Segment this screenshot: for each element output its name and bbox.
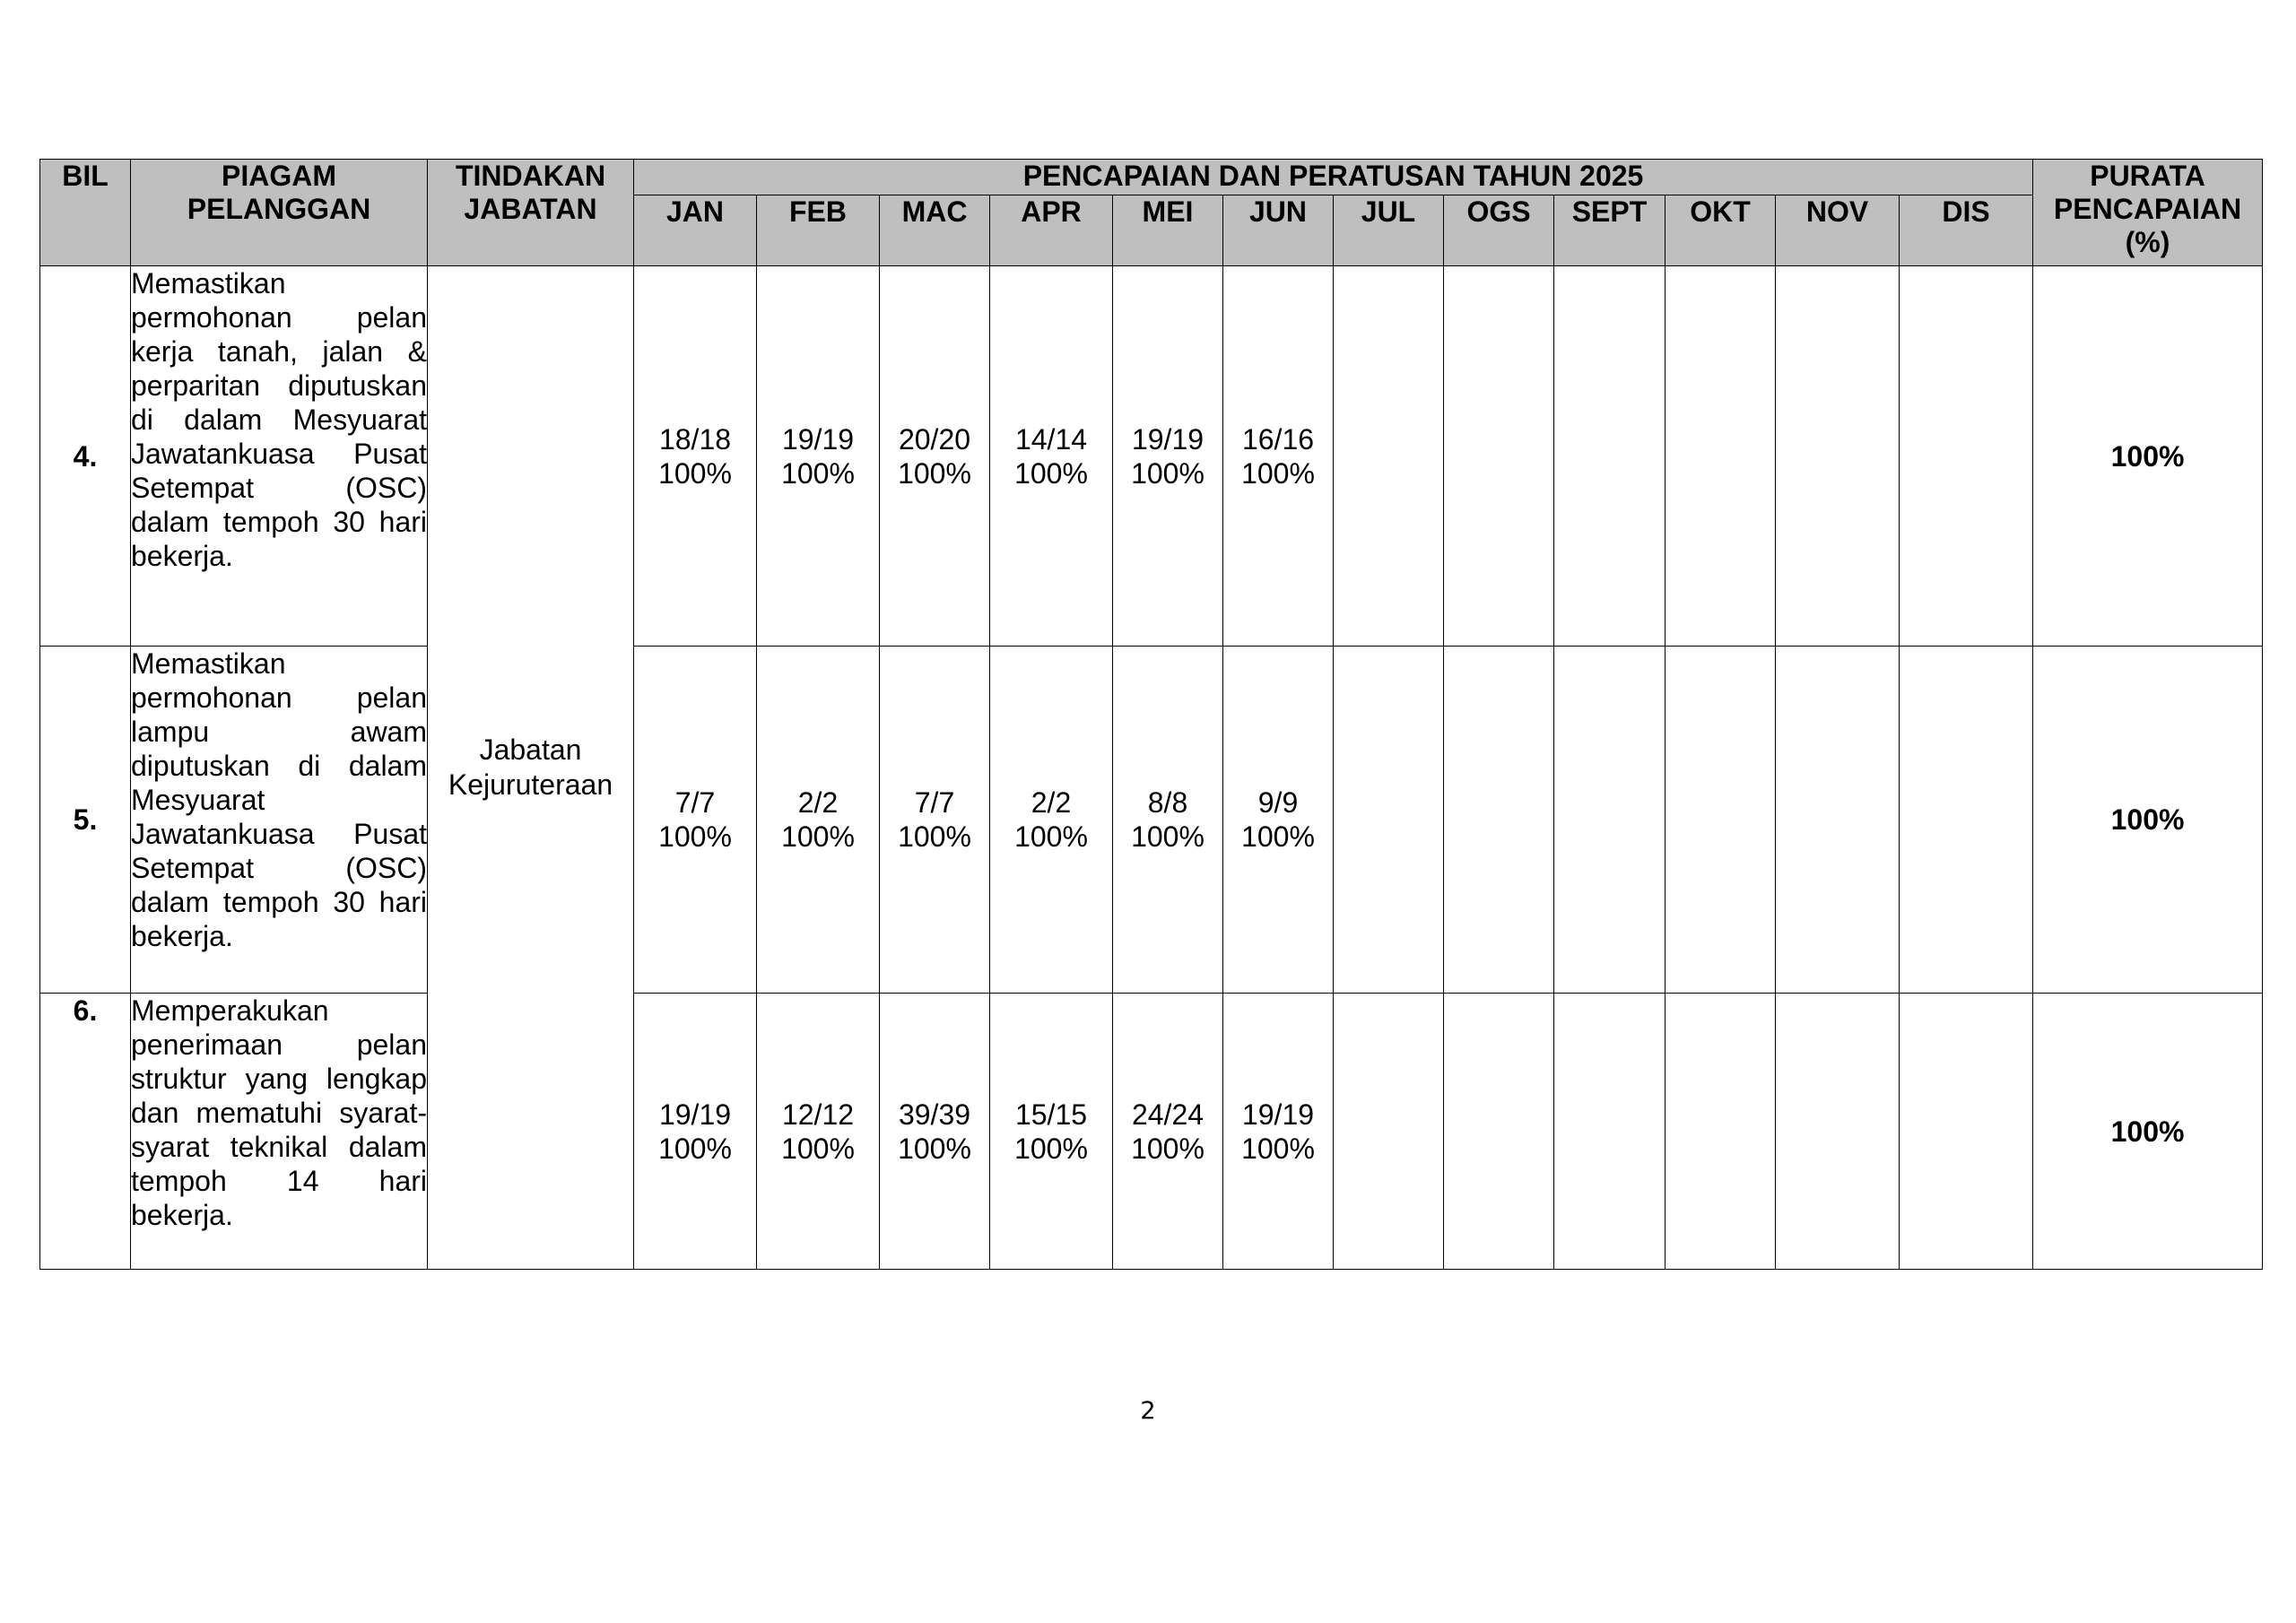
month-percentage: 100% (1131, 1132, 1205, 1165)
month-count: 39/39 (898, 1098, 971, 1131)
month-value-cell (990, 994, 1113, 1270)
month-count: 15/15 (1014, 1098, 1088, 1131)
month-value-cell (990, 266, 1113, 647)
month-count: 16/16 (1241, 422, 1315, 456)
department-cell: Jabatan Kejuruteraan (428, 266, 634, 1270)
month-value-cell (634, 266, 757, 647)
month-percentage: 100% (1241, 456, 1315, 490)
month-value-cell (1444, 266, 1554, 647)
header-month-nov: NOV (1776, 195, 1900, 266)
month-count: 2/2 (1031, 786, 1072, 819)
month-value-cell (1334, 994, 1444, 1270)
month-count: 19/19 (1131, 422, 1205, 456)
month-value-cell (757, 994, 880, 1270)
month-value-cell (634, 647, 757, 994)
page-number: 2 (1140, 1397, 1156, 1425)
month-value-cell (1444, 994, 1554, 1270)
month-value-cell (1113, 266, 1223, 647)
achievement-table (39, 159, 2263, 1270)
month-value-cell (1900, 266, 2033, 647)
header-month-dis: DIS (1900, 195, 2033, 266)
header-month-mei: MEI (1113, 195, 1223, 266)
header-month-jan: JAN (634, 195, 757, 266)
table-row (40, 266, 2263, 647)
table-row (40, 994, 2263, 1270)
month-value-cell (990, 647, 1113, 994)
row-description: Memperakukan penerimaan pelan struktur yang lengkap dan mematuhi syarat-syarat teknikal dalam tempoh 14 hari bekerja. (131, 994, 428, 1270)
month-value-cell (1665, 994, 1776, 1270)
month-value-cell (1776, 266, 1900, 647)
month-value-cell (1900, 994, 2033, 1270)
month-value-cell (1113, 994, 1223, 1270)
header-month-sept: SEPT (1554, 195, 1665, 266)
table-row (40, 647, 2263, 994)
row-description: Memastikan permohonan pelan kerja tanah, jalan & perparitan diputuskan di dalam Mesyuarat Jawatankuasa Pusat Setempat (OSC) dalam tempoh 30 hari bekerja. (131, 266, 428, 647)
month-count: 19/19 (781, 422, 855, 456)
month-value-cell (1776, 647, 1900, 994)
row-bil: 5. (40, 647, 131, 994)
month-count: 19/19 (658, 1098, 732, 1131)
month-value-cell (880, 647, 990, 994)
month-value-cell (1665, 266, 1776, 647)
month-value-cell (1554, 266, 1665, 647)
header-month-feb: FEB (757, 195, 880, 266)
month-count: 2/2 (797, 786, 839, 819)
row-description: Memastikan permohonan pelan lampu awam diputuskan di dalam Mesyuarat Jawatankuasa Pusat Setempat (OSC) dalam tempoh 30 hari bekerja. (131, 647, 428, 994)
average-cell: 100% (2033, 266, 2263, 647)
month-count: 12/12 (781, 1098, 855, 1131)
month-percentage: 100% (1014, 820, 1088, 853)
header-tindakan-jabatan: TINDAKAN JABATAN (428, 160, 634, 266)
month-percentage: 100% (898, 456, 971, 490)
month-value-cell (1334, 647, 1444, 994)
month-value-cell (757, 647, 880, 994)
month-count: 14/14 (1014, 422, 1088, 456)
month-percentage: 100% (658, 820, 732, 853)
header-month-jun: JUN (1223, 195, 1334, 266)
month-value-cell (1554, 647, 1665, 994)
month-count: 24/24 (1131, 1098, 1205, 1131)
month-percentage: 100% (898, 1132, 971, 1165)
month-percentage: 100% (1241, 1132, 1315, 1165)
month-value-cell (1665, 647, 1776, 994)
month-percentage: 100% (658, 456, 732, 490)
month-percentage: 100% (1014, 456, 1088, 490)
month-percentage: 100% (1014, 1132, 1088, 1165)
header-month-ogs: OGS (1444, 195, 1554, 266)
header-purata-pencapaian: PURATA PENCAPAIAN (%) (2033, 160, 2263, 266)
month-percentage: 100% (1131, 456, 1205, 490)
header-piagam-pelanggan: PIAGAM PELANGGAN (131, 160, 428, 266)
month-value-cell (1223, 647, 1334, 994)
month-percentage: 100% (658, 1132, 732, 1165)
month-count: 7/7 (674, 786, 716, 819)
header-pencapaian: PENCAPAIAN DAN PERATUSAN TAHUN 2025 (634, 160, 2033, 195)
month-percentage: 100% (1241, 820, 1315, 853)
month-value-cell (1223, 994, 1334, 1270)
month-count: 18/18 (658, 422, 732, 456)
month-value-cell (1334, 266, 1444, 647)
month-value-cell (1776, 994, 1900, 1270)
month-percentage: 100% (1131, 820, 1205, 853)
month-value-cell (1113, 647, 1223, 994)
month-percentage: 100% (781, 820, 855, 853)
month-value-cell (1444, 647, 1554, 994)
month-value-cell (1900, 647, 2033, 994)
month-value-cell (1554, 994, 1665, 1270)
header-month-apr: APR (990, 195, 1113, 266)
month-value-cell (757, 266, 880, 647)
month-percentage: 100% (781, 1132, 855, 1165)
month-count: 9/9 (1257, 786, 1299, 819)
header-month-jul: JUL (1334, 195, 1444, 266)
month-value-cell (1223, 266, 1334, 647)
header-month-okt: OKT (1665, 195, 1776, 266)
month-value-cell (880, 266, 990, 647)
month-percentage: 100% (898, 820, 971, 853)
month-value-cell (634, 994, 757, 1270)
row-bil: 6. (40, 994, 131, 1270)
average-cell: 100% (2033, 647, 2263, 994)
month-count: 20/20 (898, 422, 971, 456)
average-cell: 100% (2033, 994, 2263, 1270)
header-month-mac: MAC (880, 195, 990, 266)
row-bil: 4. (40, 266, 131, 647)
month-count: 8/8 (1147, 786, 1188, 819)
month-count: 19/19 (1241, 1098, 1315, 1131)
month-count: 7/7 (914, 786, 955, 819)
header-bil: BIL (40, 160, 131, 266)
month-value-cell (880, 994, 990, 1270)
month-percentage: 100% (781, 456, 855, 490)
